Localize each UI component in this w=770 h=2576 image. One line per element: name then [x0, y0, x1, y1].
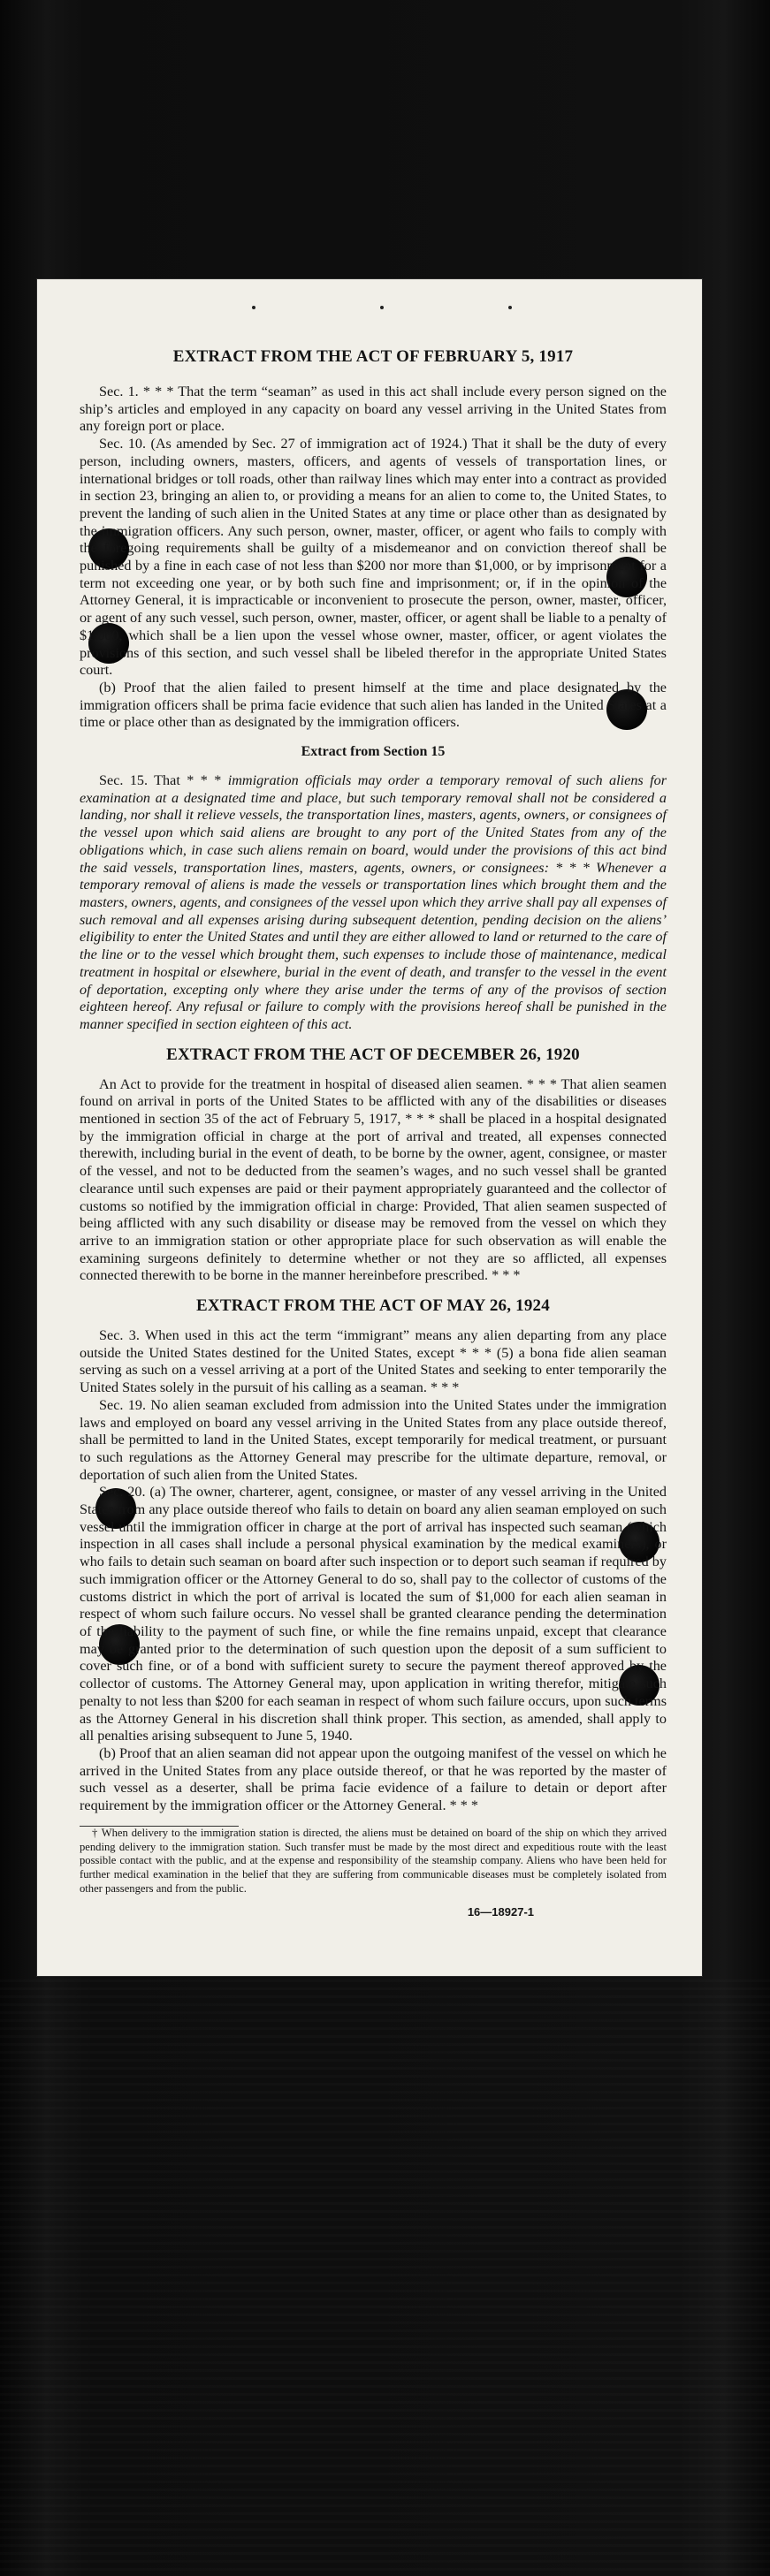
top-marks [0, 306, 770, 323]
paragraph-italic: immigration officials may order a temporary removal of such aliens for examination at a designated time and place, but such temporary removal shall not be considered a landing, nor shall it relieve vessels, the transportation lines, masters, agents, owners, or consignees of the vessel upon which said aliens are brought to any port of the United States from any of the obligations which, in case such aliens remain on board, would under the provisions of this act bind the said vessels, transportation lines, masters, agents, owners, or consignees: * * * Whenever a temporary removal of aliens is made the vessels or transportation lines which brought them and the masters, owners, agents, and consignees of the vessel upon which they arrive shall pay all expenses of such removal and all expenses arising during subsequent detention, pending decision on the aliens’ eligibility to enter the United States and until they are either allowed to land or returned to the care of the line or to the vessel which brought them, such expenses to include those of maintenance, medical treatment in hospital or elsewhere, burial in the event of death, and transfer to the vessel in the event of deportation, excepting only where they arise under the terms of any of the provisos of section eighteen hereof. Any refusal or failure to comply with the provisions hereof shall be punished in the manner specified in section eighteen of this act. [80, 772, 667, 1032]
footnote [80, 1827, 667, 1896]
paragraph: (b) Proof that an alien seaman did not appear upon the outgoing manifest of the vessel on which he arrived in the United States from any place outside thereof, or that he was reported by the master of such vessel as a deserter, shall be prima facie evidence of a failure to detain or deport after requirement by the immigration officer or the Attorney General. * * * [80, 1744, 667, 1814]
form-code: 16—18927-1 [467, 1904, 534, 1919]
paragraph: Sec. 20. (a) The owner, charterer, agent, consignee, or master of any vessel arriving in the United States from any place outside thereof who fails to detain on board any alien seaman employed on such vessel until the immigration officer in charge at the port of arrival has inspected such seaman (which inspection in all cases shall include a personal physical examination by the medical examiners), or who fails to detain such seaman on board after such inspection or to deport such seaman if required by such immigration officer or the Attorney General to do so, shall pay to the collector of customs of the customs district in which the port of arrival is located the sum of $1,000 for each alien seaman in respect of whom such failure occurs. No vessel shall be granted clearance pending the determination of the liability to the payment of such fine, or while the fine remains unpaid, except that clearance may be granted prior to the determination of such question upon the deposit of a sum sufficient to cover such fine, or of a bond with sufficient surety to secure the payment thereof approved by the collector of customs. The Attorney General may, upon application in writing therefor, mitigate such penalty to not less than $200 for each seaman in respect of whom such failure occurs, upon such terms as the Attorney General in his discretion shall think proper. This section, as amended, shall apply to all penalties arising subsequent to June 5, 1940. [80, 1484, 667, 1744]
paragraph: Sec. 3. When used in this act the term “immigrant” means any alien departing from any place outside the United States destined for the United States, except * * * (5) a bona fide alien seaman serving as such on a vessel arriving at a port of the United States and seeking to enter temporarily the United States solely in the pursuit of his calling as a seaman. * * * [80, 1327, 667, 1396]
mark-dot [252, 306, 255, 309]
paragraph: Sec. 1. * * * That the term “seaman” as used in this act shall include every person signed on the ship’s articles and employed in any capacity on board any vessel arriving in the United States from any foreign port or place. [80, 384, 667, 435]
footnote-text: † When delivery to the immigration station is directed, the aliens must be detained on board of the ship on which they arrived pending delivery to the immigration station. Such transfer must be made by the most direct and expeditious route with the least possible contact with the public, and at the expense and responsibility of the steamship company. Aliens who have been held for further medical examination in the belief that they are suffering from communicable diseases must be completely isolated from other passengers and from the public. [80, 1826, 667, 1895]
paragraph-lead: Sec. 15. That * * * [99, 772, 222, 789]
paragraph: (b) Proof that the alien failed to present himself at the time and place designated by the immigration officers shall be prima facie evidence that such alien has landed in the United States at a time or place other than as designated by the immigration officers. [80, 679, 667, 731]
paragraph [80, 772, 667, 1034]
paragraph: Sec. 10. (As amended by Sec. 27 of immigration act of 1924.) That it shall be the duty of every person, including owners, masters, officers, and agents of vessels of transportation lines, or international bridges or toll roads, other than railway lines which may enter into a contract as provided in section 23, bringing an alien to, or providing a means for an alien to come to, the United States, to prevent the landing of such alien in the United States at any time or place other than as designated by the immigration officers. Any such person, owner, master, officer, or agent who fails to comply with the foregoing requirements shall be guilty of a misdemeanor and on conviction thereof shall be punished by a fine in each case of not less than $200 nor more than $1,000, or by imprisonment for a term not exceeding one year, or by both such fine and imprisonment; or, if in the opinion of the Attorney General, it is impracticable or inconvenient to prosecute the person, owner, master, officer, or agent of any such vessel, such person, owner, master, officer, or agent shall be liable to a penalty of $1,000, which shall be a lien upon the vessel whose owner, master, officer, or agent violates the provisions of this section, and such vessel shall be libeled therefor in the appropriate United States court. [80, 436, 667, 679]
mark-dot [380, 306, 384, 309]
paragraph: An Act to provide for the treatment in hospital of diseased alien seamen. * * * That alien seamen found on arrival in ports of the United States to be afflicted with any of the disabilities or diseases mentioned in section 35 of the act of February 5, 1917, * * * shall be placed in a hospital designated by the immigration official in charge at the port of arrival and treated, all expenses connected therewith, including burial in the event of death, to be borne by the owner, agent, consignee, or master of the vessel, and not to be deducted from the seamen’s wages, and no such vessel shall be granted clearance until such expenses are paid or their payment appropriately guaranteed and the collector of customs so notified by the immigration official in charge: Provided, That alien seamen suspected of being afflicted with any such disability or disease may be removed from the vessel on which they arrive to an immigration station or other appropriate place for such observation as will enable the examining surgeons definitely to determine whether or not they are so afflicted, all expenses connected therewith to be borne in the manner hereinbefore prescribed. * * * [80, 1075, 667, 1284]
section-heading: EXTRACT FROM THE ACT OF MAY 26, 1924 [196, 1296, 550, 1316]
subsection-heading: Extract from Section 15 [301, 744, 446, 760]
document-text [80, 346, 667, 1919]
mark-dot [508, 306, 512, 309]
paragraph: Sec. 19. No alien seaman excluded from admission into the United States under the immigration laws and employed on board any vessel arriving in the United States from any place outside thereof, shall be permitted to land in the United States, except temporarily for medical treatment, or pursuant to such regulations as the Attorney General may prescribe for the ultimate departure, removal, or deportation of such alien from the United States. [80, 1396, 667, 1483]
section-heading: EXTRACT FROM THE ACT OF DECEMBER 26, 1920 [166, 1045, 580, 1064]
section-heading: EXTRACT FROM THE ACT OF FEBRUARY 5, 1917 [172, 347, 574, 366]
film-texture [0, 1979, 770, 2576]
